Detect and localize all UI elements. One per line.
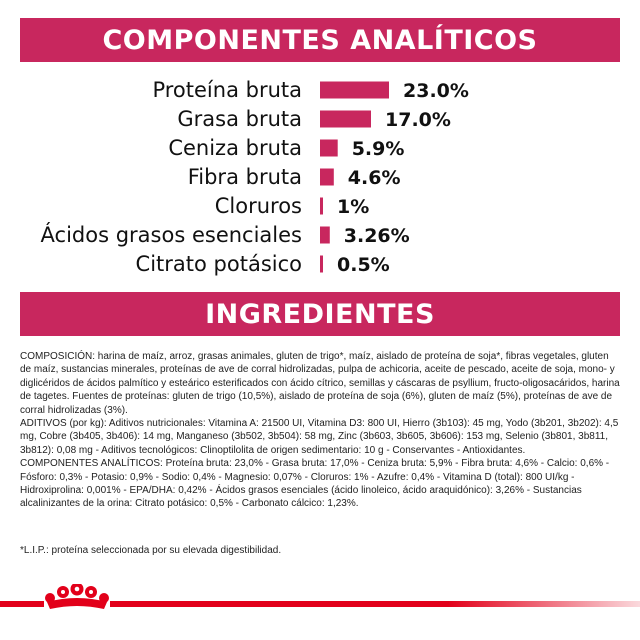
analytic-components-chart: [0, 70, 640, 285]
category-label: Grasa bruta: [177, 107, 302, 131]
bar: [320, 82, 389, 99]
category-label: Ceniza bruta: [168, 136, 302, 160]
value-label: 0.5%: [337, 254, 390, 276]
bar: [320, 256, 323, 273]
composition-paragraph: COMPOSICIÓN: harina de maíz, arroz, grasas animales, gluten de trigo*, maíz, aislado de proteína de soja*, fibras vegetales, gluten de maíz, sustancias minerales, proteínas de ave de corral hidrolizadas, pulpa de achicoria, aceite de pescado, aceite de soja, mono- y diglicéridos de ácidos palmítico y esteárico esterificados con ácido cítrico, semillas y cáscaras de psyllium, fructo-oligosacáridos, harina de tagetes. Fuentes de proteínas: gluten de trigo (10,5%), aislado de proteína de soja (6%), gluten de maíz (5%), proteínas de ave de corral hidrolizadas (3%).: [20, 351, 620, 416]
analytic-components-header: COMPONENTES ANALÍTICOS: [20, 18, 620, 62]
value-label: 3.26%: [343, 225, 410, 247]
crown-icon: [44, 584, 110, 612]
category-label: Citrato potásico: [135, 252, 302, 276]
bar: [320, 140, 338, 157]
category-label: Ácidos grasos esenciales: [40, 223, 302, 247]
ingredients-section: [20, 350, 620, 511]
category-label: Proteína bruta: [152, 78, 302, 102]
value-label: 4.6%: [347, 167, 401, 189]
bar: [320, 111, 371, 128]
category-label: Fibra bruta: [187, 165, 302, 189]
bar: [320, 227, 330, 244]
bar: [320, 198, 323, 215]
analytic-components-paragraph: COMPONENTES ANALÍTICOS: Proteína bruta: 23,0% - Grasa bruta: 17,0% - Ceniza bruta: 5,9% - Fibra bruta: 4,6% - Calcio: 0,6% - Fósforo: 0,3% - Potasio: 0,9% - Sodio: 0,4% - Magnesio: 0,07% - Cloruros: 1% - Azufre: 0,4% - Vitamina D (total): 800 UI/kg - Hidroxiprolina: 0,001% - EPA/DHA: 0,42% - Ácidos grasos esenciales (ácido linoleico, ácido araquidónico): 3,26% - Sustancias alcalinizantes de la orina: Citrato potásico: 0,5% - Carbonato cálcico: 1,23%.: [20, 458, 610, 510]
ingredients-header: INGREDIENTES: [20, 292, 620, 336]
additives-paragraph: ADITIVOS (por kg): Aditivos nutricionales: Vitamina A: 21500 UI, Vitamina D3: 800 UI, Hierro (3b103): 45 mg, Yodo (3b201, 3b202): 4,5 mg, Cobre (3b405, 3b406): 14 mg, Manganeso (3b502, 3b504): 58 mg, Zinc (3b603, 3b605, 3b606): 153 mg, Selenio (3b801, 3b811, 3b812): 0,08 mg - Aditivos tecnológicos: Clinoptilolita de origen sedimentario: 10 g - Conservantes - Antioxidantes.: [20, 418, 619, 456]
value-label: 1%: [337, 196, 370, 218]
value-label: 17.0%: [385, 109, 451, 131]
bar: [320, 169, 334, 186]
footnote: *L.I.P.: proteína seleccionada por su elevada digestibilidad.: [20, 545, 282, 556]
category-label: Cloruros: [214, 194, 302, 218]
value-label: 23.0%: [403, 80, 469, 102]
value-label: 5.9%: [351, 138, 405, 160]
